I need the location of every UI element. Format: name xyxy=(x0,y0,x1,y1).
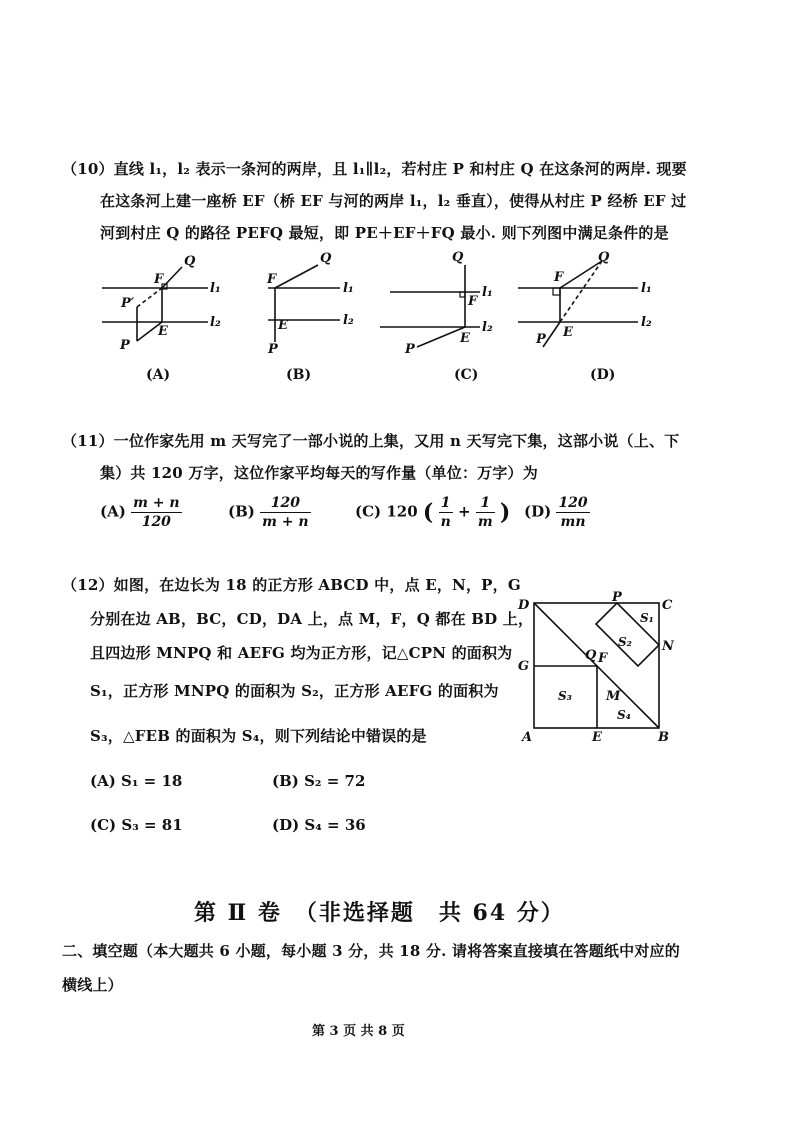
q12-label-e: E xyxy=(592,730,602,745)
q10a-label-p-prime: P′ xyxy=(121,296,135,311)
q12-line-4: S₁，正方形 MNPQ 的面积为 S₂，正方形 AEFG 的面积为 xyxy=(90,682,499,700)
q10-line-3: 河到村庄 Q 的路径 PEFQ 最短，即 PE＋EF＋FQ 最小. 则下列图中满足条件的是 xyxy=(100,224,669,242)
q12-label-p: P xyxy=(612,590,622,605)
q12-option-c: (C) S₃ = 81 xyxy=(90,816,183,834)
q12-label-a: A xyxy=(522,730,533,745)
q12-label-b: B xyxy=(658,730,669,745)
q11-option-c-num-2: 1 xyxy=(476,494,495,513)
q10c-label-p: P xyxy=(405,342,415,357)
q10b-label-q: Q xyxy=(320,251,332,266)
section-2-title: 第 Ⅱ 卷 （非选择题 共 64 分） xyxy=(194,900,565,926)
q12-line-3: 且四边形 MNPQ 和 AEFG 均为正方形，记△CPN 的面积为 xyxy=(90,644,513,662)
q11-option-b-label: (B) xyxy=(228,502,255,521)
q11-option-c: (C) 120 ( $\frac{1}{n}$ + $\frac{1}{m}$ ) xyxy=(355,495,511,530)
q11-line-2: 集）共 120 万字，这位作家平均每天的写作量（单位：万字）为 xyxy=(100,464,538,482)
q12-option-d: (D) S₄ = 36 xyxy=(272,816,366,834)
q12-label-s4: S₄ xyxy=(617,708,631,722)
q10c-label-q: Q xyxy=(452,250,464,265)
q11-line-1: （11）一位作家先用 m 天写完了一部小说的上集，又用 n 天写完下集，这部小说（上、下 xyxy=(62,432,680,450)
q12-label-s3: S₃ xyxy=(558,689,572,703)
q10c-label-f: F xyxy=(468,294,478,309)
q10c-label-l1: l₁ xyxy=(482,285,493,300)
q11-option-d-fraction xyxy=(556,494,589,531)
q10-figures xyxy=(90,245,670,390)
q10b-label-l2: l₂ xyxy=(343,313,354,328)
q11-option-d-label: (D) xyxy=(524,502,552,521)
q11-option-c-fraction-1 xyxy=(439,494,453,531)
q10-line-2: 在这条河上建一座桥 EF（桥 EF 与河的两岸 l₁，l₂ 垂直），使得从村庄 P 经桥 EF 过 xyxy=(100,192,687,210)
fill-in-instructions-line-2: 横线上） xyxy=(62,976,123,994)
q11-option-a xyxy=(100,494,182,531)
q11-option-c-fraction-2 xyxy=(476,494,495,531)
q12-line-2: 分别在边 AB，BC，CD，DA 上，点 M，F，Q 都在 BD 上， xyxy=(90,610,534,628)
q11-option-c-label: (C) xyxy=(355,502,382,521)
q10d-label-e: E xyxy=(563,325,573,340)
q12-label-c: C xyxy=(662,598,673,613)
q12-option-a: (A) S₁ = 18 xyxy=(90,772,183,790)
q10-caption-c: (C) xyxy=(454,367,479,383)
q10a-label-e: E xyxy=(158,324,168,339)
q10d-label-q: Q xyxy=(598,250,610,265)
q10b-label-p: P xyxy=(268,342,278,357)
q11-option-c-den-2: m xyxy=(477,514,493,530)
q12-label-q: Q xyxy=(585,648,597,663)
q11-option-d-num: 120 xyxy=(558,495,588,511)
q12-label-g: G xyxy=(518,659,530,674)
q10-caption-d: (D) xyxy=(590,367,616,383)
q11-option-a-fraction xyxy=(131,494,181,531)
q11-option-b-fraction xyxy=(260,494,310,531)
q10b-label-e: E xyxy=(278,318,288,333)
q11-option-b xyxy=(228,494,311,531)
q10d-label-f: F xyxy=(554,270,564,285)
q10-caption-a: (A) xyxy=(146,367,171,383)
q12-square-figure xyxy=(510,588,695,748)
q10a-label-q: Q xyxy=(184,254,196,269)
q12-line-5: S₃，△FEB 的面积为 S₄，则下列结论中错误的是 xyxy=(90,727,427,745)
q10b-label-f: F xyxy=(267,272,277,287)
q11-option-d-den: mn xyxy=(560,514,586,530)
q12-label-m: M xyxy=(606,689,621,704)
q12-label-s2: S₂ xyxy=(618,635,632,649)
q10-caption-b: (B) xyxy=(286,367,312,383)
q10a-label-l2: l₂ xyxy=(210,315,221,330)
q10a-label-f: F xyxy=(154,272,164,287)
q12-label-d: D xyxy=(518,598,530,613)
q11-option-c-plus: + xyxy=(458,502,471,521)
q12-option-b: (B) S₂ = 72 xyxy=(272,772,366,790)
q10-line-1: （10）直线 l₁，l₂ 表示一条河的两岸，且 l₁∥l₂，若村庄 P 和村庄 Q 在这条河的两岸. 现要 xyxy=(62,160,687,178)
q11-option-a-label: (A) xyxy=(100,502,126,521)
q11-option-a-num: m + n xyxy=(133,495,180,511)
q11-option-c-num-1: 1 xyxy=(439,494,453,513)
q11-option-b-den: m + n xyxy=(262,514,309,530)
q11-option-c-den-1: n xyxy=(440,514,451,530)
q10c-label-e: E xyxy=(460,331,470,346)
q10a-label-l1: l₁ xyxy=(210,281,221,296)
q10d-label-l2: l₂ xyxy=(641,315,652,330)
fill-in-instructions-line-1: 二、填空题（本大题共 6 小题，每小题 3 分，共 18 分. 请将答案直接填在答题纸中对应的 xyxy=(62,942,680,960)
q10d-label-p: P xyxy=(536,332,546,347)
q10d-label-l1: l₁ xyxy=(641,281,652,296)
q12-label-s1: S₁ xyxy=(640,611,654,625)
q10a-label-p: P xyxy=(120,338,130,353)
q10b-label-l1: l₁ xyxy=(343,281,354,296)
q11-option-c-coefficient: 120 xyxy=(386,502,418,521)
q10c-label-l2: l₂ xyxy=(482,320,493,335)
q12-label-n: N xyxy=(662,639,674,654)
q11-option-b-num: 120 xyxy=(260,494,310,513)
q11-option-a-den: 120 xyxy=(141,514,171,530)
q11-option-d xyxy=(524,494,590,531)
q12-label-f: F xyxy=(598,651,608,666)
q12-line-1: （12）如图，在边长为 18 的正方形 ABCD 中，点 E，N，P，G xyxy=(62,576,521,594)
page-footer: 第 3 页 共 8 页 xyxy=(312,1024,405,1039)
